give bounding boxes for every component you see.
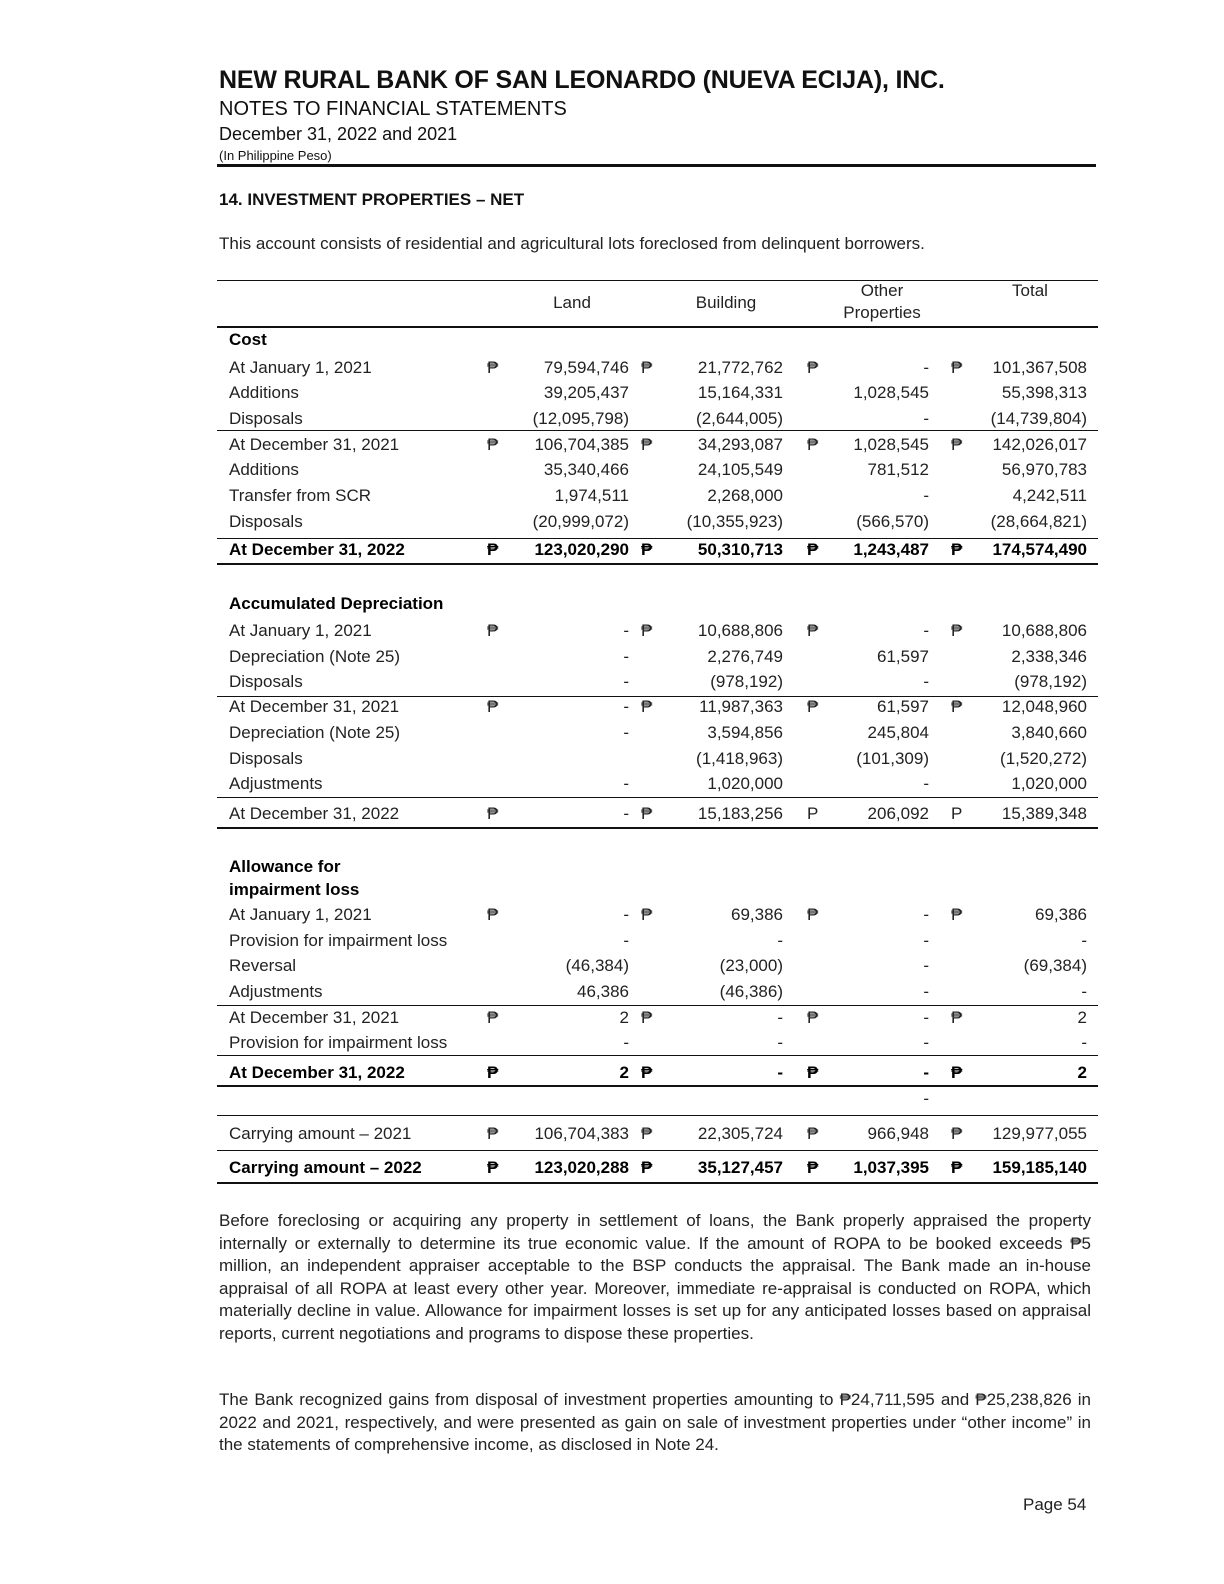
paragraph-gains: The Bank recognized gains from disposal of investment properties amounting to ₱24,711,595 and ₱25,238,826 in 2022 and 2021, respectively, and were presented as gain on sale of investment properties under “other income” in the statements of comprehensive income, as disclosed in Note 24.	[219, 1390, 1091, 1454]
other-value: -	[923, 774, 929, 793]
table-row	[217, 1005, 1098, 1030]
currency-symbol: ₱	[641, 905, 653, 924]
row-label: At December 31, 2022	[229, 540, 405, 559]
total-value: 15,389,348	[1001, 804, 1087, 823]
currency-symbol: ₱	[951, 1124, 963, 1143]
row-label: Additions	[229, 460, 299, 479]
other-value: (101,309)	[856, 749, 929, 768]
table-row	[217, 355, 1098, 380]
row-label: Disposals	[229, 409, 303, 428]
land-value: (12,095,798)	[532, 409, 629, 428]
land-value: 123,020,288	[534, 1158, 629, 1177]
row-label: At December 31, 2022	[229, 804, 400, 823]
other-value: 245,804	[867, 723, 929, 742]
impairment-heading-line1: Allowance for	[229, 857, 341, 876]
building-value: 11,987,363	[699, 697, 783, 716]
total-value: 2	[1077, 1008, 1087, 1027]
total-value: 1,020,000	[1011, 774, 1087, 793]
total-value: 3,840,660	[1011, 723, 1087, 742]
building-value: 22,305,724	[697, 1124, 783, 1143]
currency-symbol: ₱	[951, 621, 963, 640]
row-label: Disposals	[229, 749, 303, 768]
table-rule	[217, 797, 1098, 798]
other-value: -	[923, 1033, 929, 1052]
col-header-other-line2: Properties	[843, 303, 921, 322]
table-row	[217, 1086, 1098, 1111]
land-value: (20,999,072)	[532, 512, 629, 531]
table-rule	[217, 696, 1098, 697]
building-value: 3,594,856	[707, 723, 783, 742]
accum-dep-heading: Accumulated Depreciation	[229, 594, 444, 613]
table-rule	[217, 538, 1098, 539]
building-value: 34,293,087	[697, 435, 783, 454]
other-value: -	[923, 486, 929, 505]
building-value: 1,020,000	[707, 774, 783, 793]
table-row	[217, 953, 1098, 978]
other-value: -	[923, 621, 929, 640]
table-row	[217, 669, 1098, 694]
other-value: -	[923, 1063, 929, 1082]
building-value: 21,772,762	[697, 358, 783, 377]
total-value: 101,367,508	[992, 358, 1087, 377]
total-value: -	[1081, 1033, 1087, 1052]
col-header-building: Building	[695, 293, 757, 312]
currency-symbol: ₱	[487, 621, 499, 640]
building-value: (1,418,963)	[696, 749, 783, 768]
currency-symbol: ₱	[641, 621, 653, 640]
land-value: 2	[619, 1063, 629, 1082]
row-label: At January 1, 2021	[229, 905, 372, 924]
building-value: (10,355,923)	[686, 512, 783, 531]
table-row	[217, 771, 1098, 796]
other-value: -	[923, 931, 929, 950]
table-rule	[217, 1150, 1098, 1151]
table-row	[217, 483, 1098, 508]
land-value: 39,205,437	[543, 383, 629, 402]
row-label: Disposals	[229, 672, 303, 691]
table-row	[217, 720, 1098, 745]
other-value: 1,028,545	[853, 383, 929, 402]
building-value: -	[777, 931, 783, 950]
total-value: 2	[1077, 1063, 1087, 1082]
building-value: 10,688,806	[697, 621, 783, 640]
table-row	[217, 1060, 1098, 1085]
currency-symbol: ₱	[487, 804, 499, 823]
land-value: -	[623, 621, 629, 640]
currency-symbol: ₱	[807, 621, 819, 640]
table-row	[217, 644, 1098, 669]
land-value: 79,594,746	[543, 358, 629, 377]
currency-symbol: ₱	[951, 358, 963, 377]
currency-symbol: ₱	[951, 1158, 963, 1177]
total-value: 12,048,960	[1001, 697, 1087, 716]
other-value: 61,597	[877, 697, 929, 716]
currency-symbol: ₱	[807, 358, 819, 377]
total-value: 69,386	[1035, 905, 1087, 924]
row-label: Transfer from SCR	[229, 486, 372, 505]
total-value: 159,185,140	[992, 1158, 1087, 1177]
table-row	[217, 1030, 1098, 1055]
currency-symbol: ₱	[487, 905, 499, 924]
building-value: (46,386)	[719, 982, 783, 1001]
building-value: 35,127,457	[697, 1158, 783, 1177]
row-label: Adjustments	[229, 774, 323, 793]
table-top-rule	[217, 280, 1098, 281]
other-value: 206,092	[867, 804, 929, 823]
land-value: 106,704,383	[534, 1124, 629, 1143]
currency-symbol: ₱	[487, 1063, 499, 1082]
table-row	[217, 432, 1098, 457]
section-title: 14. INVESTMENT PROPERTIES – NET	[219, 190, 525, 209]
land-value: -	[623, 647, 629, 666]
table-rule	[217, 430, 1098, 431]
table-rule	[217, 1085, 1098, 1087]
total-value: 2,338,346	[1011, 647, 1087, 666]
row-label: At December 31, 2021	[229, 697, 400, 716]
building-value: (2,644,005)	[696, 409, 783, 428]
row-label: Provision for impairment loss	[229, 931, 448, 950]
other-value: 1,037,395	[853, 1158, 929, 1177]
other-value: -	[923, 358, 929, 377]
currency-symbol: ₱	[487, 1008, 499, 1027]
table-row	[217, 1155, 1098, 1180]
currency-symbol: ₱	[951, 1063, 963, 1082]
row-label: Carrying amount – 2021	[229, 1124, 412, 1143]
total-value: (69,384)	[1023, 956, 1087, 975]
currency-symbol: ₱	[487, 1158, 499, 1177]
land-value: -	[623, 774, 629, 793]
row-label: Provision for impairment loss	[229, 1033, 448, 1052]
currency-symbol: ₱	[487, 358, 499, 377]
currency-symbol: ₱	[641, 1158, 653, 1177]
land-value: 123,020,290	[534, 540, 629, 559]
row-label: Carrying amount – 2022	[229, 1158, 422, 1177]
building-value: 50,310,713	[697, 540, 783, 559]
currency-symbol: P	[807, 804, 819, 823]
table-rule	[217, 563, 1098, 565]
col-header-other-line1: Other	[860, 281, 904, 300]
row-label: Additions	[229, 383, 299, 402]
land-value: -	[623, 905, 629, 924]
currency-symbol: ₱	[951, 1008, 963, 1027]
total-value: 4,242,511	[1012, 486, 1087, 505]
currency-symbol: ₱	[641, 697, 653, 716]
table-rule	[217, 1115, 1098, 1116]
other-value: -	[923, 1008, 929, 1027]
land-value: -	[623, 672, 629, 691]
total-value: 10,688,806	[1001, 621, 1087, 640]
total-value: (1,520,272)	[1000, 749, 1087, 768]
currency-symbol: ₱	[487, 435, 499, 454]
currency-symbol: ₱	[807, 697, 819, 716]
row-label: At December 31, 2022	[229, 1063, 405, 1082]
currency-symbol: ₱	[487, 540, 499, 559]
land-value: (46,384)	[565, 956, 629, 975]
table-row	[217, 801, 1098, 826]
building-value: 24,105,549	[697, 460, 783, 479]
currency-symbol: ₱	[807, 1124, 819, 1143]
table-row	[217, 694, 1098, 719]
total-value: -	[1081, 931, 1087, 950]
col-header-total: Total	[1012, 281, 1048, 300]
currency-symbol: ₱	[641, 1063, 653, 1082]
currency-symbol: ₱	[951, 435, 963, 454]
other-value: (566,570)	[856, 512, 929, 531]
other-value: -	[923, 956, 929, 975]
bank-name: NEW RURAL BANK OF SAN LEONARDO (NUEVA ECIJA), INC.	[219, 66, 945, 94]
cost-heading: Cost	[229, 330, 267, 349]
other-value: 1,243,487	[853, 540, 929, 559]
table-row	[217, 928, 1098, 953]
currency-symbol: ₱	[807, 905, 819, 924]
table-row	[217, 1121, 1098, 1146]
table-row	[217, 746, 1098, 771]
table-row	[217, 902, 1098, 927]
table-row	[217, 979, 1098, 1004]
building-value: (978,192)	[710, 672, 783, 691]
currency-symbol: ₱	[951, 540, 963, 559]
table-row	[217, 380, 1098, 405]
table-row	[217, 509, 1098, 534]
row-label: Depreciation (Note 25)	[229, 723, 401, 742]
table-row	[217, 457, 1098, 482]
currency-symbol: ₱	[807, 1063, 819, 1082]
currency-symbol: ₱	[951, 697, 963, 716]
other-value: 966,948	[867, 1124, 929, 1143]
currency-symbol: ₱	[641, 1124, 653, 1143]
total-value: (28,664,821)	[990, 512, 1087, 531]
row-label: Reversal	[229, 956, 297, 975]
land-value: 35,340,466	[543, 460, 629, 479]
row-label: Adjustments	[229, 982, 323, 1001]
building-value: 15,183,256	[697, 804, 783, 823]
row-label: Depreciation (Note 25)	[229, 647, 401, 666]
total-value: 129,977,055	[992, 1124, 1087, 1143]
currency-symbol: ₱	[487, 697, 499, 716]
investment-properties-table	[217, 280, 1098, 1185]
building-value: 2,268,000	[707, 486, 783, 505]
currency-symbol: ₱	[487, 1124, 499, 1143]
row-label: At January 1, 2021	[229, 358, 372, 377]
table-rule	[217, 827, 1098, 829]
total-value: (14,739,804)	[990, 409, 1087, 428]
land-value: 2	[619, 1008, 629, 1027]
total-value: 174,574,490	[992, 540, 1087, 559]
currency-symbol: ₱	[641, 1008, 653, 1027]
other-value: -	[923, 1089, 929, 1108]
table-rule	[217, 1182, 1098, 1184]
land-value: -	[623, 931, 629, 950]
currency-symbol: ₱	[641, 358, 653, 377]
notes-subtitle: NOTES TO FINANCIAL STATEMENTS	[219, 98, 567, 120]
col-header-land: Land	[553, 293, 591, 312]
table-rule	[217, 1055, 1098, 1056]
land-value: 46,386	[577, 982, 629, 1001]
table-row	[217, 537, 1098, 562]
table-row	[217, 406, 1098, 431]
col-header-other	[817, 280, 947, 324]
total-value: 56,970,783	[1001, 460, 1087, 479]
currency-symbol: ₱	[807, 435, 819, 454]
table-rule	[217, 1005, 1098, 1006]
header-bottom-rule	[217, 326, 1098, 328]
currency-symbol: ₱	[951, 905, 963, 924]
land-value: -	[623, 804, 629, 823]
currency-symbol: ₱	[641, 804, 653, 823]
impairment-heading-line2: impairment loss	[229, 880, 360, 899]
currency-symbol: ₱	[807, 1158, 819, 1177]
building-value: 2,276,749	[707, 647, 783, 666]
land-value: -	[623, 723, 629, 742]
row-label: At December 31, 2021	[229, 435, 400, 454]
row-label: At January 1, 2021	[229, 621, 372, 640]
land-value: -	[623, 1033, 629, 1052]
currency-symbol: P	[951, 804, 963, 823]
other-value: -	[923, 982, 929, 1001]
header-divider	[217, 164, 1096, 167]
other-value: 1,028,545	[853, 435, 929, 454]
total-value: 55,398,313	[1001, 383, 1087, 402]
currency-symbol: ₱	[641, 540, 653, 559]
other-value: -	[923, 409, 929, 428]
building-value: 15,164,331	[697, 383, 783, 402]
report-dates: December 31, 2022 and 2021	[219, 124, 458, 144]
other-value: -	[923, 905, 929, 924]
total-value: -	[1081, 982, 1087, 1001]
building-value: (23,000)	[719, 956, 783, 975]
building-value: -	[777, 1008, 783, 1027]
row-label: Disposals	[229, 512, 303, 531]
currency-symbol: ₱	[641, 435, 653, 454]
other-value: 781,512	[867, 460, 929, 479]
currency-symbol: ₱	[807, 1008, 819, 1027]
other-value: 61,597	[877, 647, 929, 666]
land-value: -	[623, 697, 629, 716]
page-number: Page 54	[1023, 1495, 1087, 1514]
building-value: -	[777, 1033, 783, 1052]
total-value: 142,026,017	[992, 435, 1087, 454]
land-value: 106,704,385	[534, 435, 629, 454]
currency-note: (In Philippine Peso)	[219, 148, 332, 163]
building-value: 69,386	[731, 905, 783, 924]
table-row	[217, 618, 1098, 643]
land-value: 1,974,511	[554, 486, 629, 505]
other-value: -	[923, 672, 929, 691]
section-intro: This account consists of residential and agricultural lots foreclosed from delinquent borrowers.	[219, 234, 925, 253]
building-value: -	[777, 1063, 783, 1082]
total-value: (978,192)	[1014, 672, 1087, 691]
currency-symbol: ₱	[807, 540, 819, 559]
row-label: At December 31, 2021	[229, 1008, 400, 1027]
paragraph-appraisal: Before foreclosing or acquiring any property in settlement of loans, the Bank properly appraised the property internally or externally to determine its true economic value. If the amount of ROPA to be booked exceeds ₱5 million, an independent appraiser acceptable to the BSP conducts the appraisal. The Bank made an in-house appraisal of all ROPA at least every other year. Moreover, immediate re-appraisal is conducted on ROPA, which materially decline in value. Allowance for impairment losses is set up for any anticipated losses based on appraisal reports, current negotiations and programs to dispose these properties.	[219, 1211, 1091, 1343]
